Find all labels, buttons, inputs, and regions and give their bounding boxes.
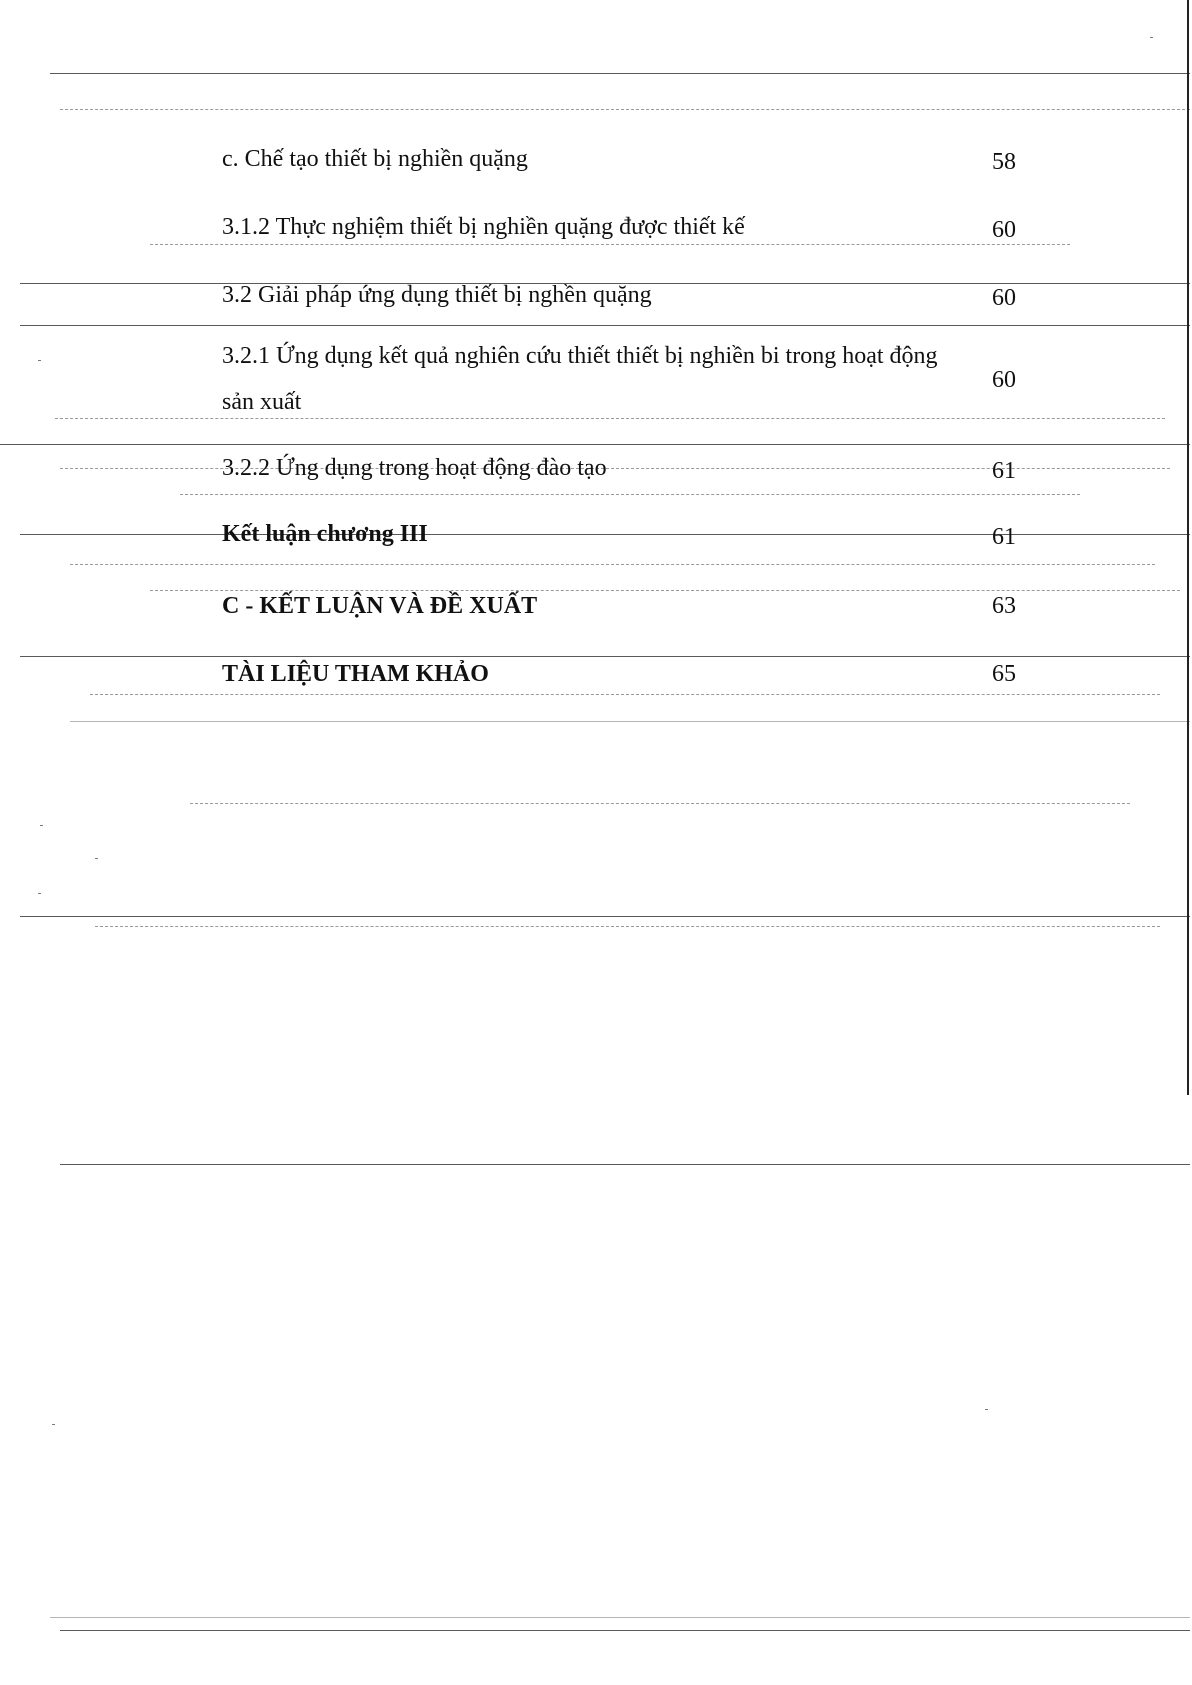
scan-rule [20, 325, 1190, 326]
scan-speck [52, 1424, 55, 1425]
toc-entry-page: 60 [992, 285, 1016, 311]
toc-entry [222, 583, 1032, 629]
toc-entry-title: Kết luận chương III [222, 521, 428, 547]
scan-rule [50, 1617, 1190, 1618]
toc-entry-title: 3.1.2 Thực nghiệm thiết bị nghiền quặng được thiết kế [222, 214, 745, 240]
scan-rule [95, 926, 1160, 927]
scan-rule [60, 1164, 1190, 1165]
toc-entry-page: 61 [992, 458, 1016, 484]
toc-entry-page: 58 [992, 149, 1016, 175]
toc-entry [222, 333, 1032, 425]
toc-entry-title: c. Chế tạo thiết bị nghiền quặng [222, 146, 528, 172]
toc-entry-page: 60 [992, 367, 1016, 393]
toc-entry [222, 445, 1032, 491]
scan-rule [60, 109, 1190, 110]
scan-speck [38, 360, 41, 361]
toc-entry-title: 3.2.2 Ứng dụng trong hoạt động đào tạo [222, 455, 607, 481]
scan-rule [20, 916, 1190, 917]
scan-speck [1150, 37, 1153, 38]
toc-entry-title: 3.2 Giải pháp ứng dụng thiết bị nghền quặng [222, 282, 652, 308]
toc-entry [222, 651, 1032, 697]
toc-entry-page: 63 [992, 593, 1016, 619]
toc-entry [222, 511, 1032, 557]
scan-rule [70, 564, 1155, 565]
scan-speck [40, 825, 43, 826]
scan-rule [190, 803, 1130, 804]
scan-rule [180, 494, 1080, 495]
scan-speck [38, 893, 41, 894]
scan-speck [985, 1409, 988, 1410]
scan-rule [70, 721, 1190, 722]
toc-entry-title: C - KẾT LUẬN VÀ ĐỀ XUẤT [222, 593, 538, 619]
toc-entry-page: 61 [992, 524, 1016, 550]
toc-entry [222, 272, 1032, 318]
scan-rule [60, 1630, 1190, 1631]
scan-rule [50, 73, 1190, 74]
toc-entry [222, 136, 1032, 182]
toc-entry [222, 204, 1032, 250]
scan-edge-line [1187, 0, 1189, 1095]
toc-entry-title: 3.2.1 Ứng dụng kết quả nghiên cứu thiết thiết bị nghiền bi trong hoạt động sản xuất [222, 343, 938, 415]
toc-entry-page: 60 [992, 217, 1016, 243]
toc-entry-title: TÀI LIỆU THAM KHẢO [222, 661, 489, 687]
scan-speck [95, 858, 98, 859]
toc-entry-page: 65 [992, 661, 1016, 687]
